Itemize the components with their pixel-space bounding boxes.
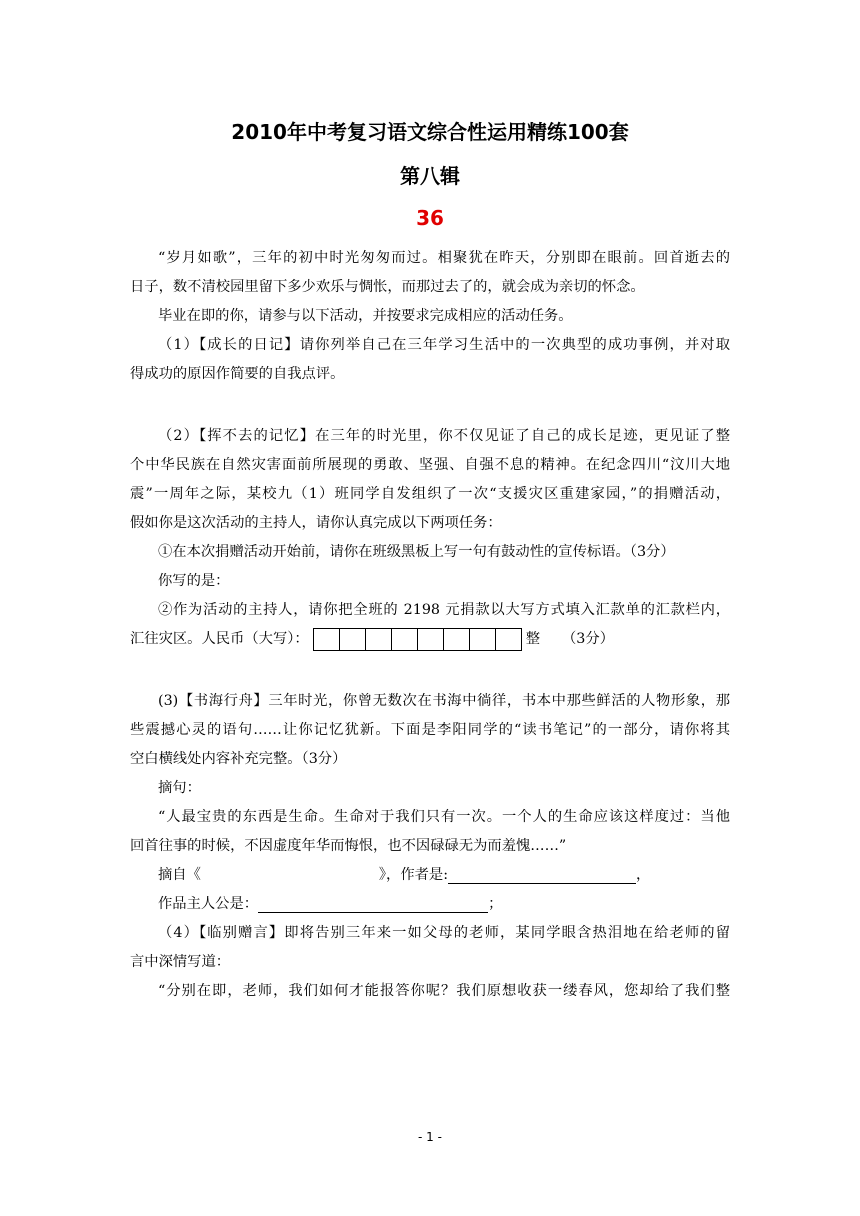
intro-line: “岁月如歌”，三年的初中时光匆匆而过。相聚犹在昨天，分别即在眼前。回首逝去的 (158, 250, 730, 266)
question-3-line: (3)【书海行舟】三年时光，你曾无数次在书海中徜徉，书本中那些鲜活的人物形象，那 (158, 693, 730, 709)
document-body (130, 244, 730, 1006)
task-1: ①在本次捐赠活动开始前，请你在班级黑板上写一句有鼓动性的宣传标语。（3分） (158, 544, 675, 560)
intro-line: 日子，数不清校园里留下多少欢乐与惆怅，而那过去了的，就会成为亲切的怀念。 (130, 279, 645, 295)
amount-box[interactable] (418, 629, 444, 650)
amount-suffix: 整 (525, 631, 541, 647)
quote-line: 回首往事的时候，不因虚度年华而悔恨，也不因碌碌无为而羞愧……” (130, 838, 567, 854)
score-label: （3分） (562, 631, 615, 647)
page-subtitle: 第八辑 (400, 164, 460, 188)
amount-box[interactable] (314, 629, 340, 650)
question-3-line: 空白横线处内容补充完整。（3分） (130, 751, 347, 767)
hero-blank[interactable] (258, 896, 488, 913)
excerpt-label: 摘句： (158, 780, 201, 796)
question-2-line: 个中华民族在自然灾害面前所展现的勇敢、坚强、自强不息的精神。在纪念四川“汶川大地 (130, 457, 730, 473)
hero-row (130, 890, 730, 919)
source-end: ， (636, 867, 651, 883)
question-2-line: （2）【挥不去的记忆】在三年的时光里，你不仅见证了自己的成长足迹，更见证了整 (158, 428, 730, 444)
question-2-line: 假如你是这次活动的主持人，请你认真完成以下两项任务： (130, 515, 502, 531)
section-gap (130, 654, 730, 687)
answer-space[interactable] (130, 389, 730, 422)
question-1-line: （1）【成长的日记】请你列举自己在三年学习生活中的一次典型的成功事例，并对取 (158, 337, 730, 353)
hero-label: 作品主人公是： (158, 896, 259, 912)
author-blank[interactable] (448, 867, 636, 884)
intro-line: 毕业在即的你，请参与以下活动，并按要求完成相应的活动任务。 (158, 308, 573, 324)
question-4-line: 言中深情写道： (130, 954, 231, 970)
amount-box[interactable] (392, 629, 418, 650)
source-mid: 》，作者是: (378, 867, 449, 883)
quote-line: “人最宝贵的东西是生命。生命对于我们只有一次。一个人的生命应该这样度过：当他 (158, 809, 730, 825)
amount-box[interactable] (496, 629, 521, 650)
amount-box[interactable] (470, 629, 496, 650)
page-title: 2010年中考复习语文综合性运用精练100套 (231, 120, 629, 144)
task-2: ②作为活动的主持人，请你把全班的 2198 元捐款以大写方式填入汇款单的汇款栏内， (158, 602, 730, 618)
hero-end: ； (488, 896, 503, 912)
amount-box[interactable] (340, 629, 366, 650)
amount-prefix: 汇往灾区。人民币（大写）： (130, 631, 309, 647)
answer-label: 你写的是： (158, 573, 230, 589)
question-1-line: 得成功的原因作简要的自我点评。 (130, 366, 345, 382)
source-prefix: 摘自《 (158, 867, 201, 883)
amount-boxes[interactable] (313, 628, 522, 651)
question-3-line: 些震撼心灵的语句……让你记忆犹新。下面是李阳同学的“读书笔记”的一部分，请你将其 (130, 722, 730, 738)
source-row (130, 861, 730, 890)
amount-box[interactable] (444, 629, 470, 650)
question-2-line: 震”一周年之际，某校九（1）班同学自发组织了一次“支援灾区重建家园，”的捐赠活动， (130, 486, 730, 502)
set-number: 36 (416, 206, 444, 230)
amount-box[interactable] (366, 629, 392, 650)
question-4-line: “分别在即，老师，我们如何才能报答你呢？我们原想收获一缕春风，您却给了我们整 (158, 983, 730, 999)
amount-row (130, 625, 730, 654)
question-4-line: （4）【临别赠言】即将告别三年来一如父母的老师，某同学眼含热泪地在给老师的留 (158, 925, 730, 941)
page-number: - 1 - (418, 1130, 442, 1144)
